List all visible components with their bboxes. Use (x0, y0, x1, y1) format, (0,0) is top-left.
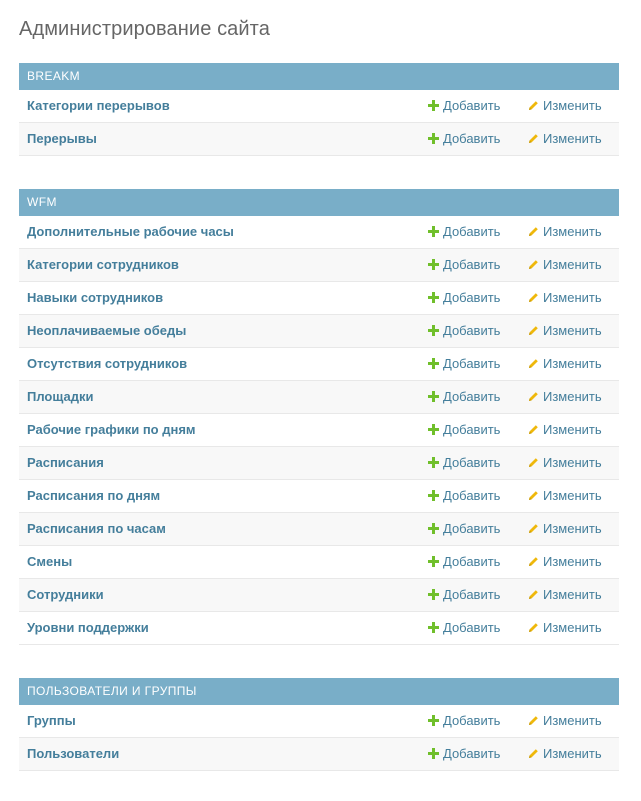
pencil-icon (528, 358, 539, 369)
change-link-label: Изменить (543, 257, 602, 272)
plus-icon (428, 100, 439, 111)
model-row (19, 480, 619, 513)
model-name-link[interactable]: Дополнительные рабочие часы (27, 224, 234, 239)
model-name-link[interactable]: Сотрудники (27, 587, 104, 602)
model-row (19, 705, 619, 738)
plus-icon (428, 259, 439, 270)
add-link-label: Добавить (443, 224, 501, 239)
pencil-icon (528, 523, 539, 534)
add-link[interactable] (428, 480, 500, 512)
add-link[interactable] (428, 348, 500, 380)
add-link-label: Добавить (443, 422, 501, 437)
model-row (19, 249, 619, 282)
plus-icon (428, 226, 439, 237)
model-name-link[interactable]: Пользователи (27, 746, 120, 761)
plus-icon (428, 424, 439, 435)
change-link-label: Изменить (543, 746, 602, 761)
add-link-label: Добавить (443, 713, 501, 728)
model-name-link[interactable]: Расписания (27, 455, 104, 470)
model-list (19, 216, 619, 645)
add-link-label: Добавить (443, 323, 501, 338)
pencil-icon (528, 748, 539, 759)
module-wfm (19, 189, 619, 645)
plus-icon (428, 391, 439, 402)
add-link-label: Добавить (443, 257, 501, 272)
add-link[interactable] (428, 315, 500, 347)
model-name-link[interactable]: Перерывы (27, 131, 97, 146)
change-link-label: Изменить (543, 422, 602, 437)
change-link-label: Изменить (543, 98, 602, 113)
model-name-link[interactable]: Отсутствия сотрудников (27, 356, 188, 371)
add-link[interactable] (428, 738, 500, 770)
add-link-label: Добавить (443, 290, 501, 305)
plus-icon (428, 622, 439, 633)
module-caption[interactable]: ПОЛЬЗОВАТЕЛИ И ГРУППЫ (19, 678, 619, 705)
add-link[interactable] (428, 282, 500, 314)
model-row (19, 315, 619, 348)
plus-icon (428, 490, 439, 501)
pencil-icon (528, 715, 539, 726)
model-name-link[interactable]: Категории перерывов (27, 98, 170, 113)
change-link[interactable] (528, 579, 602, 611)
change-link-label: Изменить (543, 356, 602, 371)
model-name-link[interactable]: Расписания по дням (27, 488, 161, 503)
change-link-label: Изменить (543, 713, 602, 728)
pencil-icon (528, 133, 539, 144)
change-link[interactable] (528, 546, 602, 578)
add-link[interactable] (428, 579, 500, 611)
module-caption[interactable]: BREAKM (19, 63, 619, 90)
change-link[interactable] (528, 414, 602, 446)
model-row (19, 123, 619, 156)
page-title: Администрирование сайта (19, 18, 270, 40)
plus-icon (428, 748, 439, 759)
change-link[interactable] (528, 381, 602, 413)
model-row (19, 579, 619, 612)
module-users-groups (19, 678, 619, 771)
plus-icon (428, 523, 439, 534)
add-link-label: Добавить (443, 455, 501, 470)
plus-icon (428, 325, 439, 336)
add-link[interactable] (428, 249, 500, 281)
change-link-label: Изменить (543, 587, 602, 602)
change-link-label: Изменить (543, 620, 602, 635)
model-name-link[interactable]: Расписания по часам (27, 521, 166, 536)
add-link-label: Добавить (443, 587, 501, 602)
add-link[interactable] (428, 447, 500, 479)
add-link[interactable] (428, 216, 500, 248)
model-name-link[interactable]: Навыки сотрудников (27, 290, 164, 305)
module-breakm (19, 63, 619, 156)
change-link[interactable] (528, 249, 602, 281)
pencil-icon (528, 589, 539, 600)
model-name-link[interactable]: Категории сотрудников (27, 257, 179, 272)
model-row (19, 546, 619, 579)
pencil-icon (528, 226, 539, 237)
model-row (19, 447, 619, 480)
change-link-label: Изменить (543, 488, 602, 503)
change-link-label: Изменить (543, 521, 602, 536)
change-link[interactable] (528, 123, 602, 155)
change-link[interactable] (528, 348, 602, 380)
model-name-link[interactable]: Площадки (27, 389, 94, 404)
change-link-label: Изменить (543, 455, 602, 470)
add-link[interactable] (428, 123, 500, 155)
model-name-link[interactable]: Смены (27, 554, 73, 569)
add-link-label: Добавить (443, 620, 501, 635)
plus-icon (428, 457, 439, 468)
plus-icon (428, 292, 439, 303)
change-link-label: Изменить (543, 554, 602, 569)
model-row (19, 282, 619, 315)
model-row (19, 216, 619, 249)
change-link[interactable] (528, 216, 602, 248)
change-link-label: Изменить (543, 290, 602, 305)
add-link[interactable] (428, 705, 500, 737)
model-name-link[interactable]: Рабочие графики по дням (27, 422, 196, 437)
model-row (19, 348, 619, 381)
plus-icon (428, 358, 439, 369)
add-link[interactable] (428, 90, 500, 122)
add-link-label: Добавить (443, 554, 501, 569)
change-link[interactable] (528, 315, 602, 347)
model-list (19, 90, 619, 156)
model-row (19, 612, 619, 645)
model-name-link[interactable]: Неоплачиваемые обеды (27, 323, 187, 338)
pencil-icon (528, 325, 539, 336)
model-name-link[interactable]: Уровни поддержки (27, 620, 149, 635)
add-link-label: Добавить (443, 389, 501, 404)
model-row (19, 90, 619, 123)
pencil-icon (528, 259, 539, 270)
change-link-label: Изменить (543, 389, 602, 404)
plus-icon (428, 589, 439, 600)
add-link[interactable] (428, 414, 500, 446)
change-link[interactable] (528, 447, 602, 479)
add-link-label: Добавить (443, 488, 501, 503)
add-link[interactable] (428, 513, 500, 545)
pencil-icon (528, 100, 539, 111)
model-row (19, 414, 619, 447)
model-name-link[interactable]: Группы (27, 713, 76, 728)
change-link-label: Изменить (543, 224, 602, 239)
add-link-label: Добавить (443, 746, 501, 761)
change-link-label: Изменить (543, 323, 602, 338)
change-link-label: Изменить (543, 131, 602, 146)
pencil-icon (528, 622, 539, 633)
add-link-label: Добавить (443, 98, 501, 113)
add-link-label: Добавить (443, 356, 501, 371)
pencil-icon (528, 391, 539, 402)
change-link[interactable] (528, 738, 602, 770)
pencil-icon (528, 490, 539, 501)
add-link[interactable] (428, 381, 500, 413)
change-link[interactable] (528, 705, 602, 737)
change-link[interactable] (528, 282, 602, 314)
pencil-icon (528, 457, 539, 468)
plus-icon (428, 556, 439, 567)
add-link-label: Добавить (443, 521, 501, 536)
model-row (19, 513, 619, 546)
model-row (19, 738, 619, 771)
pencil-icon (528, 424, 539, 435)
module-caption[interactable]: WFM (19, 189, 619, 216)
change-link[interactable] (528, 90, 602, 122)
plus-icon (428, 715, 439, 726)
pencil-icon (528, 556, 539, 567)
model-row (19, 381, 619, 414)
change-link[interactable] (528, 480, 602, 512)
model-list (19, 705, 619, 771)
change-link[interactable] (528, 513, 602, 545)
pencil-icon (528, 292, 539, 303)
add-link[interactable] (428, 612, 500, 644)
add-link[interactable] (428, 546, 500, 578)
change-link[interactable] (528, 612, 602, 644)
add-link-label: Добавить (443, 131, 501, 146)
plus-icon (428, 133, 439, 144)
